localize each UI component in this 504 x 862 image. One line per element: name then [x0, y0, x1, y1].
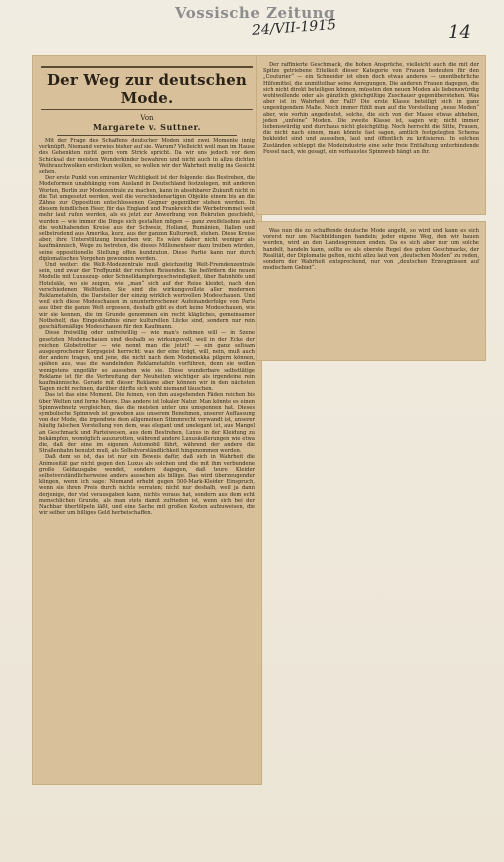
article-clipping-right-bottom — [257, 222, 485, 360]
handwritten-page-number: 14 — [448, 22, 471, 43]
paragraph: Daß dem so ist, das ist nur ein Beweis dafür, daß sich in Wahrheit die Animosität gar nicht gegen den Luxus als solchen und die mit ihm verbundene große Geldausgabe wendet, sondern dagegen, daß teure Kleider selbstverständlicherweise anders aussehen als billige. Das wird überzeugender klingen, wenn ich sage: Niemand erhebt gegen 500-Mark-Kleider Einspruch, wenn sie ihren Preis durch nichts verraten; nicht nur deshalb, weil ja dann derjenige, der viel verausgaben kann, nichts voraus hat, sondern aus dem echt menschlichen Grunde, als man stets damit zufrieden ist, wenn sich bei der Nachbar übertölpeln läßt, und eine Sache mit großen Kosten aufzuweisen, die wir selber um billiges Geld herbeischaffen. — [39, 454, 255, 517]
newspaper-masthead: Vossische Zeitung — [174, 4, 336, 22]
article-clipping-right-top — [257, 56, 485, 214]
article-clipping-left-column — [33, 56, 261, 784]
paragraph: Mit der Frage des Schaffens deutscher Moden sind zwei Momente innig verknüpft. Niemand verwies bisher auf sie. Warum? Vielleicht weil man im Hause des Gehenkten nicht gern vom Strick spricht. Da wir uns jedoch vor dem Schicksal der meisten Wunderkinder bewahren und nicht auch in allzu dichten Weihrauchwolken ersticken wollen, so wollen wir der Wahrheit mutig ins Gesicht sehen. — [39, 138, 255, 176]
paragraph: Und weiter: die Welt-Modezentrale muß gleichzeitig Welt-Fremdenzentrale sein, und zwar der Treffpunkt der reichen Reisenden. Sie befördern die neuen Modelle mit Luxuszug- oder Schnelldampfergeschwindigkeit, über Bahnhöfe und Hotelsäle, wo sie zeigen, wie „man“ sich auf der Reise kleidet, nach den verschiedenen Weltteilen. Sie sind die wirkungsvollste aller modernen Reklametafeln, die Darsteller der einzig wirklich wertvollen Modeschauen. Und weil sich diese Modeschauen in ununterbrochener Aufeinanderfolge von Paris aus über die ganze Welt ergossen, deshalb gibt es dort keine Modeschauen, wie wir sie kennen, die im Grunde genommen ein recht klägliches, gemeinsamer Notbehelf, das Eingeständnis einer kulturellen Lücke sind, sondern nur rein geschäftsmäßige Modeschauen für den Kaufmann. — [39, 262, 255, 331]
paragraph: Diese freiwillig oder unfreiwillig — wie man's nehmen will — in Szene gesetzten Modenschauen sind deshalb so wirkungsvoll, weil in der Ecke der reichen Globetrotter — wie nennt man die jetzt? — ein ganz seltsam ausgesprochener Korpsgeist herrscht: was der eine trägt, will, nein, muß auch der andere tragen, und jene, die nicht nach dem Modemekka pilgern können, spähen aus, was die wandelnden Reklametafeln vorführen, denn sie wollen wenigstens ungefähr so aussehen wie sie. Diese wunderbare selbsttätige Reklame ist für die Verbreitung der Neuheiten wichtiger als irgendeine rein kaufmännische. Gerade mit dieser Reklame aber können wir in den nächsten Tagen nicht rechnen, darüber dürfte sich wohl niemand täuschen. — [39, 330, 255, 393]
article-body-right-bottom — [263, 228, 479, 271]
handwritten-date: 24/VII-1915 — [251, 17, 337, 39]
byline-divider — [57, 135, 237, 136]
paragraph: Der raffinierte Geschmack, die hohen Ansprüche, vielleicht auch die mit der Spitze getriebene Eitelkeit dieser Kategorie von Frauen bedeuten für den „Couturier“ — ein Schneider ist eben doch etwas anderes — unentbehrliche Hilfsmittel, die unmittelbar seine Anregungen. Die anderen Frauen dagegen, die sich nicht direkt beteiligen können, müssten den neuen Moden als liebenswürdig wohlwollende oder als gänzlich gleichgültige Zuschauer gegenüberstehen. Was aber ist in Wahrheit der Fall? Die erste Klasse beteiligt sich in ganz ungenügendem Maße. Noch immer fühlt man auf die Vorstellung „neue Moden“ aber, wie vorhin angedeutet, solche, die sich von der Masse etwas abheben, jeden „unfeine“ Moden. Die zweite Klasse ist, sagen wir, nicht immer liebenswürdig und durchaus nicht gleichgültig. Noch herrscht die Sitte, Frauen, die nicht nach einem, man könnte fast sagen, amtlich festgelegten Schema bekleidet sind und aussehen, laut und öffentlich zu kritisieren. In solchen Zuständen schleppt die Modeindustrie eine sehr freie Entfaltung unterbindende Fessel nach, wie gesagt, ein verhaustes Spinnweb hängt an ihr. — [263, 62, 479, 155]
byline-von: Von — [140, 114, 154, 122]
article-body-right-top — [263, 62, 479, 155]
article-body-left — [39, 138, 255, 516]
paragraph: Der erste Punkt von eminenter Wichtigkeit ist der folgende: das Bestreben, die Modeformen unabhängig vom Ausland in Deutschland festzulegen, mit anderen Worten, Berlin zur Modezentrale zu machen, kann in absehbarer Zukunft nicht in die Tat umgesetzt werden, weil die verschiedenartigen Objekte einem bis an die Zähne zur Opposition entschlossenen Gegner gegenüber stehen werden. In diesem feindlichen Heer, für das England und Frankreich die Werbetrommel weit mehr laut rufen werden, als es jetzt zur Anwerbung von Rekruten geschieht, werden — wie immer die Dinge sich gestalten mögen — ganz zweifelsohne auch die wohlhabenden Kreise aus der Schweiz, Holland, Rumänien, Italien und selbstredend aus Amerika, kurz, aus der ganzen Kulturwelt, stehen. Diese Kreise aber, ihre Unterstützung brauchen wir. Es wäre daher nicht weniger als kaufmännisch, Wege zu betreten, die dieses Millionenheer dazu treiben würden, seine oppositionelle Stellung offen kundzutun. Diese Partie kann nur durch diplomatisches Vorgehen gewonnen werden. — [39, 175, 255, 262]
paragraph: Was nun die zu schaffende deutsche Mode angeht, so wird und kann es sich vorerst nur um Nachbildungen handeln; jeder eigene Weg, den wir bauen werden, wird an den Landesgrenzen enden. Da es sich aber nur um solche handelt, handeln kann, sollte es als oberste Regel des guten Geschmacks, der Realität, der Diplomatie gelten, nicht allzu laut von „deutschen Moden“ zu reden, sondern der Wahrheit entsprechend, nur von „deutschen Erzeugnissen auf modischem Gebiet“. — [263, 228, 479, 272]
paragraph: Das ist das eine Moment. Die feinen, von ihm ausgehenden Fäden reichen bis über Welten und ferne Meere. Das andere ist lokaler Natur. Man könnte es einen Spinnwebnetz vergleichen, das die meisten unter uns umsponnen hat. Dieses symbolische Spinnweb ist gewoben aus unserem Benehmen, unserer Auffassung von der Mode, die irgendwie dem allgemeinen Stimmrecht verwandt ist, unserer häufig falschen Vorstellung von dem, was elegant und unelegant ist, aus Mangel an Geschmack und Parteiwesen, aus dem Bestreben, Luxus in der Kleidung zu bekämpfen, womöglich auszurotten, während andere Luxusäußerungen wie etwa die, daß der eine im eigenen Automobil fährt, während der andere die Straßenbahn benutzt muß, als Selbstverständlichkeit hingenommen werden. — [39, 392, 255, 455]
article-author: Margarete v. Suttner. — [92, 122, 202, 132]
article-title: Der Weg zur deutschen Mode. — [41, 66, 253, 110]
blank-page-margin — [0, 800, 504, 862]
